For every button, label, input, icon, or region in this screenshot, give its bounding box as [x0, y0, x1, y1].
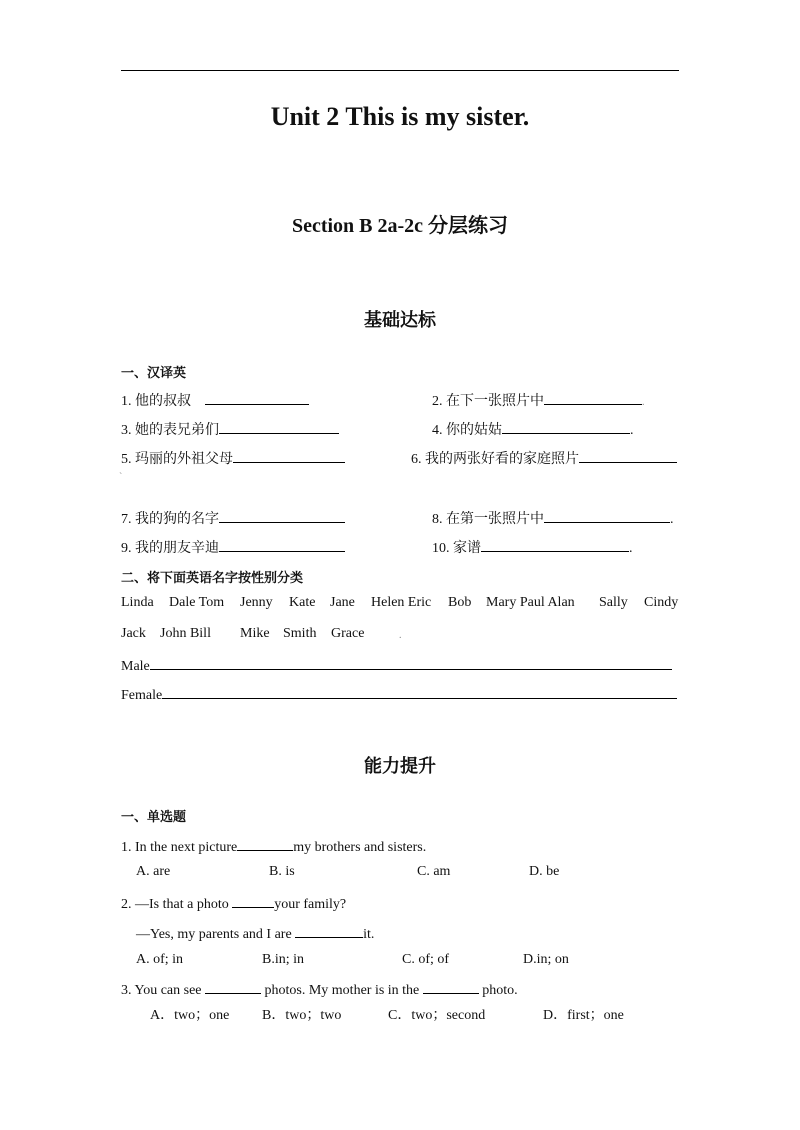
- item-7: 7. 我的狗的名字: [121, 508, 345, 528]
- q1-option-d[interactable]: D. be: [529, 864, 560, 879]
- q1-option-b[interactable]: B. is: [269, 864, 295, 879]
- answer-blank[interactable]: [233, 448, 345, 463]
- q2-option-c[interactable]: C. of; of: [402, 952, 450, 967]
- part2-heading: 能力提升: [364, 756, 436, 777]
- section2-heading: 二、将下面英语名字按性别分类: [121, 571, 304, 586]
- question-2: 2. —Is that a photo your family?: [121, 893, 346, 913]
- answer-blank[interactable]: [237, 836, 293, 851]
- name: John Bill: [160, 626, 211, 641]
- name: Bob: [448, 595, 472, 610]
- q2-option-d[interactable]: D.in; on: [523, 952, 569, 967]
- q3-option-c[interactable]: C．two；second: [388, 1008, 486, 1023]
- male-answer-line[interactable]: [150, 655, 672, 670]
- name: Dale Tom: [169, 595, 225, 610]
- item-6: 6. 我的两张好看的家庭照片: [411, 448, 677, 468]
- name: Jenny: [240, 595, 273, 610]
- paragraph-mark: `: [119, 472, 123, 483]
- q1-option-a[interactable]: A. are: [136, 864, 171, 879]
- answer-blank[interactable]: [219, 419, 339, 434]
- answer-blank[interactable]: [481, 537, 629, 552]
- q1-option-c[interactable]: C. am: [417, 864, 451, 879]
- answer-blank[interactable]: [295, 923, 363, 938]
- page-title: Unit 2 This is my sister.: [270, 102, 530, 131]
- q2-option-a[interactable]: A. of; in: [136, 952, 184, 967]
- answer-blank[interactable]: [205, 979, 261, 994]
- item-10: 10. 家谱 .: [432, 537, 633, 557]
- name: Kate: [289, 595, 316, 610]
- answer-blank[interactable]: [423, 979, 479, 994]
- q2-option-b[interactable]: B.in; in: [262, 952, 305, 967]
- top-rule: [121, 70, 679, 71]
- answer-blank[interactable]: [205, 390, 309, 405]
- answer-blank[interactable]: [219, 508, 345, 523]
- question-3: 3. You can see photos. My mother is in the photo.: [121, 979, 518, 999]
- part2-section1-heading: 一、单选题: [121, 810, 187, 825]
- item-4: 4. 你的姑姑 .: [432, 419, 634, 439]
- female-row: Female: [121, 684, 677, 704]
- q3-option-b[interactable]: B．two；two: [262, 1008, 342, 1023]
- item-5: 5. 玛丽的外祖父母: [121, 448, 345, 468]
- paragraph-mark: .: [399, 630, 402, 641]
- name: Cindy: [644, 595, 679, 610]
- item-9: 9. 我的朋友辛迪: [121, 537, 345, 557]
- name: Jack: [121, 626, 146, 641]
- female-answer-line[interactable]: [162, 684, 677, 699]
- answer-blank[interactable]: [544, 390, 642, 405]
- answer-blank[interactable]: [219, 537, 345, 552]
- answer-blank[interactable]: [502, 419, 630, 434]
- answer-blank[interactable]: [544, 508, 670, 523]
- item-3: 3. 她的表兄弟们: [121, 419, 339, 439]
- part1-heading: 基础达标: [364, 310, 436, 331]
- name: Sally: [599, 595, 628, 610]
- item-1: 1. 他的叔叔: [121, 390, 309, 410]
- question-1: 1. In the next picture my brothers and sisters.: [121, 836, 426, 856]
- name: Helen Eric: [371, 595, 432, 610]
- q3-option-a[interactable]: A．two；one: [150, 1008, 230, 1023]
- name: Linda: [121, 595, 154, 610]
- item-2: 2. 在下一张照片中 .: [432, 390, 645, 410]
- question-2-reply: —Yes, my parents and I are it.: [136, 923, 374, 943]
- section-subtitle: Section B 2a-2c 分层练习: [291, 215, 509, 237]
- item-8: 8. 在第一张照片中 .: [432, 508, 674, 528]
- section1-heading: 一、汉译英: [121, 366, 187, 381]
- name: Mary Paul Alan: [486, 595, 575, 610]
- name: Jane: [330, 595, 355, 610]
- name: Grace: [331, 626, 365, 641]
- answer-blank[interactable]: [579, 448, 677, 463]
- name: Mike: [240, 626, 270, 641]
- male-row: Male: [121, 655, 672, 675]
- answer-blank[interactable]: [232, 893, 274, 908]
- name: Smith: [283, 626, 317, 641]
- q3-option-d[interactable]: D．first；one: [543, 1008, 624, 1023]
